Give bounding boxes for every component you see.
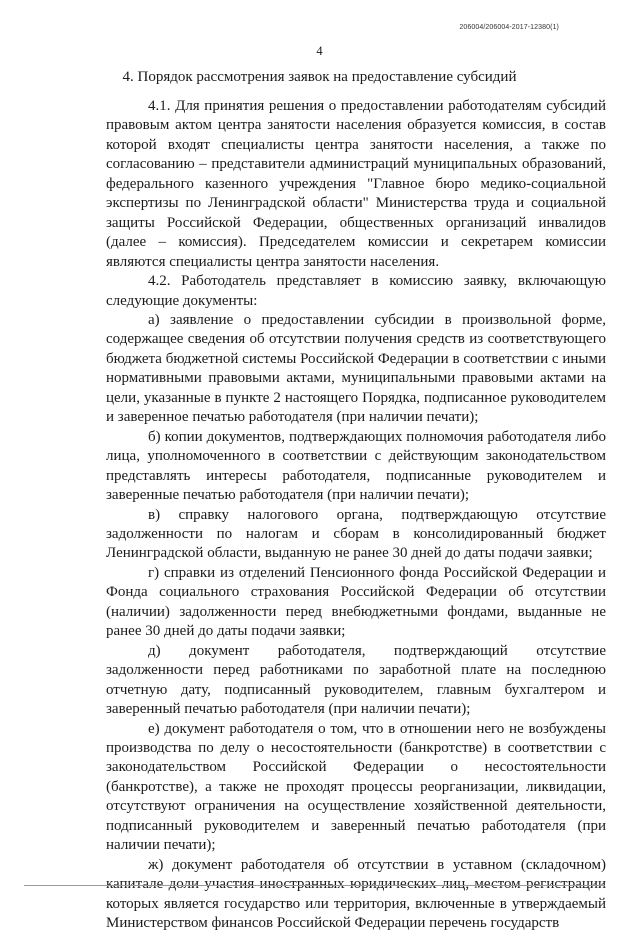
- list-item-v: в) справку налогового органа, подтверждающую отсутствие задолженности по налогам и сборам в консолидированный бюджет Ленинградской области, выданную не ранее 30 дней до даты подачи заявки;: [106, 506, 606, 562]
- footer-divider: [24, 885, 605, 886]
- paragraph-4-1: 4.1. Для принятия решения о предоставлении работодателям субсидий правовым актом центра занятости населения образуется комиссия, в состав которой входят специалисты центра занятости населения, а также по согласованию – представители администраций муниципальных образований, федерального казенного учреждения "Главное бюро медико-социальной экспертизы по Ленинградской области" Министерства труда и социальной защиты Российской Федерации, общественных организаций инвалидов (далее – комиссия). Председателем комиссии и секретарем комиссии являются специалисты центра занятости населения.: [106, 98, 606, 270]
- list-item-zh: ж) документ работодателя об отсутствии в уставном (складочном) капитале доли участия иностранных юридических лиц, местом регистрации которых является государство или территория, включенные в утверждаемый Министерством финансов Российской Федерации перечень государств: [106, 856, 606, 932]
- list-item-g: г) справки из отделений Пенсионного фонда Российской Федерации и Фонда социального страхования Российской Федерации об отсутствии (наличии) задолженности перед внебюджетными фондами, выданные не ранее 30 дней до даты подачи заявки;: [106, 564, 606, 640]
- list-item-d: д) документ работодателя, подтверждающий отсутствие задолженности перед работниками по заработной плате на последнюю отчетную дату, подписанный руководителем, главным бухгалтером и заверенный печатью работодателя (при наличии печати);: [106, 642, 606, 718]
- document-id: 206004/206004-2017-12380(1): [459, 24, 559, 31]
- document-body: [106, 97, 606, 933]
- paragraph-4-2: 4.2. Работодатель представляет в комиссию заявку, включающую следующие документы:: [106, 273, 606, 309]
- list-item-a: а) заявление о предоставлении субсидии в произвольной форме, содержащее сведения об отсутствии получения средств из соответствующего бюджета бюджетной системы Российской Федерации в соответствии с иными нормативными правовыми актами, муниципальными правовыми актами на цели, указанные в пункте 2 настоящего Порядка, подписанное руководителем и заверенное печатью работодателя (при наличии печати);: [106, 311, 606, 426]
- list-item-b: б) копии документов, подтверждающих полномочия работодателя либо лица, уполномоченного в соответствии с действующим законодательством представлять интересы работодателя, подписанные руководителем и заверенные печатью работодателя (при наличии печати);: [106, 428, 606, 504]
- list-item-e: е) документ работодателя о том, что в отношении него не возбуждены производства по делу о несостоятельности (банкротстве) в соответствии с законодательством Российской Федерации о несостоятельности (банкротстве), а также не проходят процессы реорганизации, ликвидации, отсутствуют ограничения на осуществление хозяйственной деятельности, подписанный руководителем и заверенный печатью работодателя (при наличии печати);: [106, 720, 606, 854]
- page-number: 4: [316, 44, 323, 58]
- section-heading: 4. Порядок рассмотрения заявок на предоставление субсидий: [122, 69, 517, 85]
